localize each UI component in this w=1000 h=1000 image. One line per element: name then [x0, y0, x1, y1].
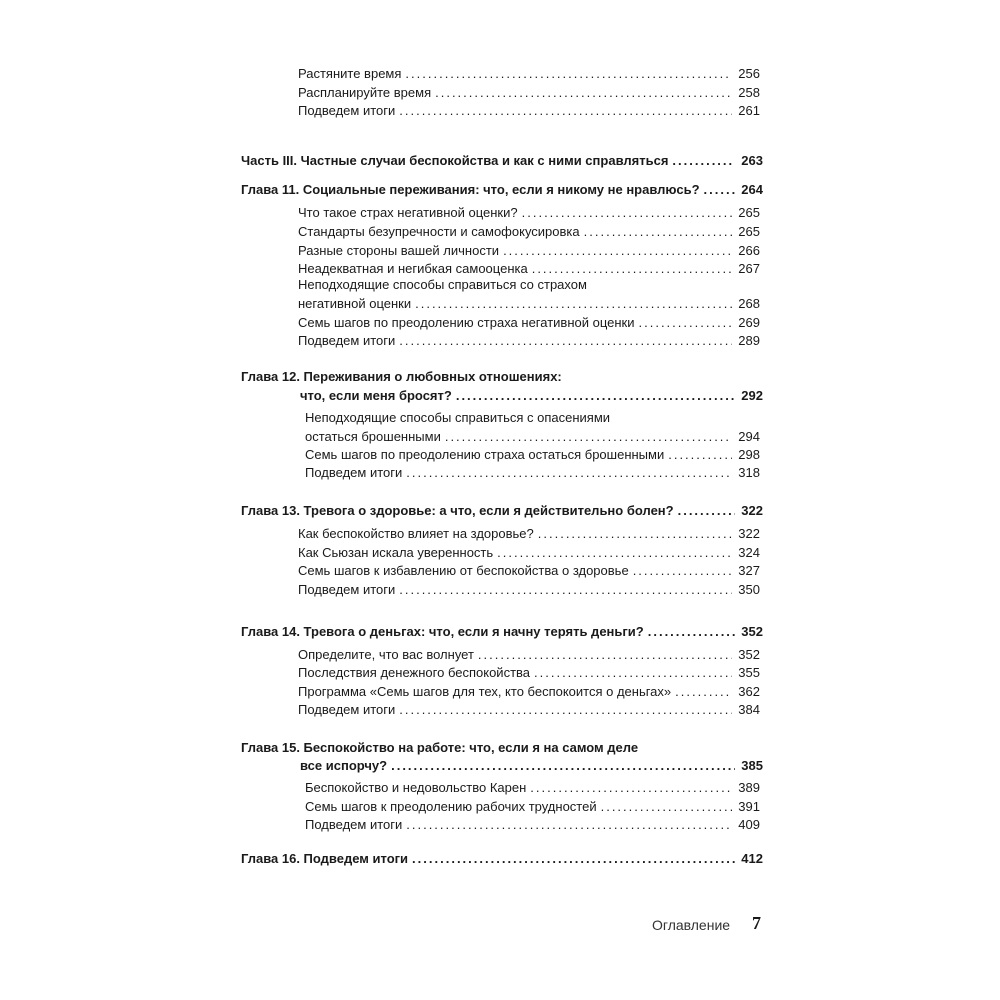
toc-entry: Подведем итоги ..... 409	[305, 817, 760, 835]
toc-entry: Как Сьюзан искала уверенность ..... 324	[298, 545, 760, 563]
toc-entry-first-line: Неподходящие способы справиться с опасениями	[305, 410, 611, 425]
toc-entry: Неадекватная и негибкая самооценка ..... 267	[298, 261, 760, 279]
toc-chapter-heading-first-line: Глава 15. Беспокойство на работе: что, если я на самом деле	[241, 740, 639, 755]
toc-entry: Подведем итоги ..... 261	[298, 103, 760, 121]
toc-entry: Последствия денежного беспокойства ..... 355	[298, 665, 760, 683]
toc-entry: Разные стороны вашей личности ..... 266	[298, 243, 760, 261]
toc-entry: Программа «Семь шагов для тех, кто беспокоится о деньгах» ..... 362	[298, 684, 760, 702]
running-footer-label: Оглавление	[652, 917, 731, 933]
toc-entry: Семь шагов по преодолению страха негативной оценки ..... 269	[298, 315, 760, 333]
toc-entry: Семь шагов к избавлению от беспокойства о здоровье ..... 327	[298, 563, 760, 581]
toc-entry: негативной оценки ..... 268	[298, 296, 760, 314]
toc-chapter-heading-first-line: Глава 12. Переживания о любовных отношениях:	[241, 369, 562, 384]
toc-entry: Семь шагов к преодолению рабочих трудностей ..... 391	[305, 799, 760, 817]
toc-entry: Растяните время ..... 256	[298, 66, 760, 84]
page-number: 7	[752, 913, 761, 933]
toc-entry: Семь шагов по преодолению страха остаться брошенными ..... 298	[305, 447, 760, 465]
toc-entry: Что такое страх негативной оценки? ..... 265	[298, 205, 760, 223]
toc-entry: Подведем итоги ..... 318	[305, 465, 760, 483]
toc-entry: Как беспокойство влияет на здоровье? ..... 322	[298, 526, 760, 544]
toc-chapter-heading: Глава 11. Социальные переживания: что, если я никому не нравлюсь? ..... 264	[241, 182, 763, 200]
toc-entry: остаться брошенными ..... 294	[305, 429, 760, 447]
toc-chapter-heading: Глава 14. Тревога о деньгах: что, если я начну терять деньги? ..... 352	[241, 624, 763, 642]
toc-entry-first-line: Неподходящие способы справиться со страхом	[298, 277, 587, 292]
toc-chapter-heading: Глава 13. Тревога о здоровье: а что, если я действительно болен? ..... 322	[241, 503, 763, 521]
toc-entry: Подведем итоги ..... 289	[298, 333, 760, 351]
toc-entry: Определите, что вас волнует ..... 352	[298, 647, 760, 665]
toc-entry: Подведем итоги ..... 350	[298, 582, 760, 600]
toc-part-heading: Часть III. Частные случаи беспокойства и как с ними справляться ..... 263	[241, 153, 763, 171]
toc-entry: Распланируйте время ..... 258	[298, 85, 760, 103]
toc-chapter-heading: что, если меня бросят? ..... 292	[300, 388, 763, 406]
toc-entry: Стандарты безупречности и самофокусировка ..... 265	[298, 224, 760, 242]
toc-chapter-heading: Глава 16. Подведем итоги ..... 412	[241, 851, 763, 869]
toc-chapter-heading: все испорчу? ..... 385	[300, 758, 763, 776]
toc-entry: Подведем итоги ..... 384	[298, 702, 760, 720]
toc-entry: Беспокойство и недовольство Карен ..... 389	[305, 780, 760, 798]
